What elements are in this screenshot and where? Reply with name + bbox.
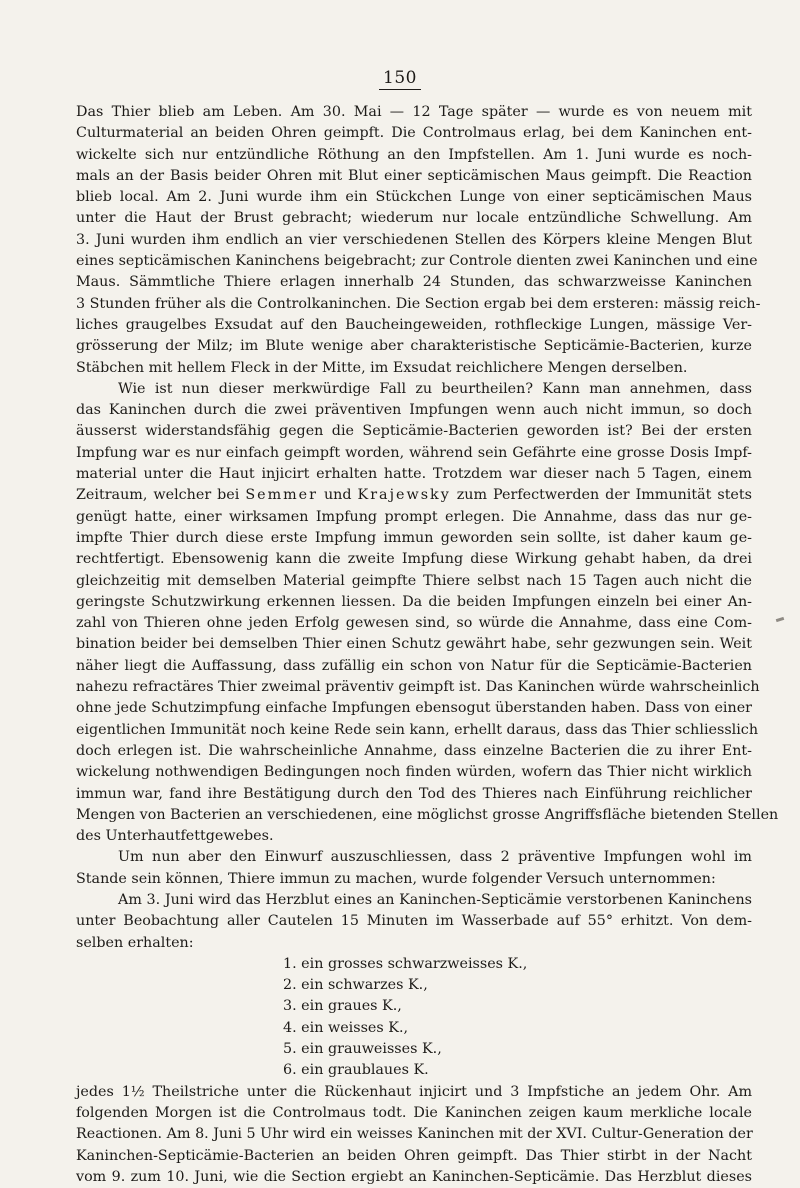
text-line: impfte Thier durch diese erste Impfung immun geworden sein sollte, ist daher kaum ge- <box>76 529 752 546</box>
list-item: 6. ein graublaues K. <box>283 1062 429 1079</box>
rabbit-list <box>76 954 752 1082</box>
paragraph-5 <box>76 1082 752 1188</box>
list-item: 3. ein graues K., <box>283 998 402 1015</box>
text-line: immun war, fand ihre Bestätigung durch den Tod des Thieres nach Einführung reichlicher <box>76 785 752 802</box>
text-line: geringste Schutzwirkung erkennen liessen. Da die beiden Impfungen einzeln bei einer An- <box>76 593 752 610</box>
paragraph-1 <box>76 102 761 379</box>
text-line: vom 9. zum 10. Juni, wie die Section ergiebt an Kaninchen-Septicämie. Das Herzblut dieses <box>76 1168 752 1185</box>
text-line: wickelung nothwendigen Bedingungen noch finden würden, wofern das Thier nicht wirklich <box>76 764 752 781</box>
text-line: zahl von Thieren ohne jeden Erfolg gewesen sind, so würde die Annahme, dass eine Com- <box>76 615 752 632</box>
text-line: liches graugelbes Exsudat auf den Baucheingeweiden, rothfleckige Lungen, mässige Ver- <box>76 316 752 333</box>
paragraph-4 <box>76 890 752 954</box>
text-line: gleichzeitig mit demselben Material geimpfte Thiere selbst nach 15 Tagen auch nicht die <box>76 572 752 589</box>
text-line: Stande sein können, Thiere immun zu machen, wurde folgender Versuch unternommen: <box>76 870 716 887</box>
text-line: Am 3. Juni wird das Herzblut eines an Kaninchen-Septicämie verstorbenen Kaninchens <box>118 891 752 908</box>
paragraph-3 <box>76 847 752 890</box>
text-line: Maus. Sämmtliche Thiere erlagen innerhalb 24 Stunden, das schwarzweisse Kaninchen <box>76 274 752 291</box>
text-line: näher liegt die Auffassung, dass zufällig ein schon von Natur für die Septicämie-Bacterien <box>76 657 752 674</box>
text-line: Impfung war es nur einfach geimpft worden, während sein Gefährte eine grosse Dosis Impf- <box>76 444 752 461</box>
text-line: Culturmaterial an beiden Ohren geimpft. Die Controlmaus erlag, bei dem Kaninchen ent- <box>76 125 752 142</box>
text-line: Stäbchen mit hellem Fleck in der Mitte, im Exsudat reichlichere Mengen derselben. <box>76 359 688 376</box>
text-line: wickelte sich nur entzündliche Röthung an den Impfstellen. Am 1. Juni wurde es noch- <box>76 146 752 163</box>
paragraph-2 <box>76 379 779 848</box>
list-item: 4. ein weisses K., <box>283 1019 409 1036</box>
text-line: das Kaninchen durch die zwei präventiven Impfungen wenn auch nicht immun, so doch <box>76 402 752 419</box>
text-line: grösserung der Milz; im Blute wenige aber charakteristische Septicämie-Bacterien, kurze <box>76 338 752 355</box>
text-line: unter Beobachtung aller Cautelen 15 Minuten im Wasserbade auf 55° erhitzt. Von dem- <box>76 913 752 930</box>
text-line: Kaninchen-Septicämie-Bacterien an beiden Ohren geimpft. Das Thier stirbt in der Nacht <box>76 1147 752 1164</box>
text-line: unter die Haut der Brust gebracht; wiederum nur locale entzündliche Schwellung. Am <box>76 210 752 227</box>
list-item: 2. ein schwarzes K., <box>283 977 428 994</box>
text-line: Wie ist nun dieser merkwürdige Fall zu beurtheilen? Kann man annehmen, dass <box>118 380 752 397</box>
list-item: 1. ein grosses schwarzweisses K., <box>283 955 528 972</box>
text-line: folgenden Morgen ist die Controlmaus todt. Die Kaninchen zeigen kaum merkliche locale <box>76 1104 752 1121</box>
author-name: Krajewsky <box>357 487 451 504</box>
text-line: mals an der Basis beider Ohren mit Blut einer septicämischen Maus geimpft. Die Reaction <box>76 167 752 184</box>
text-line: Das Thier blieb am Leben. Am 30. Mai — 12 Tage später — wurde es von neuem mit <box>76 104 752 120</box>
text-line: genügt hatte, einer wirksamen Impfung prompt erlegen. Die Annahme, dass das nur ge- <box>76 508 752 525</box>
text-line: jedes 1½ Theilstriche unter die Rückenhaut injicirt und 3 Impfstiche an jedem Ohr. Am <box>76 1083 752 1100</box>
text-line: Zeitraum, welcher bei Semmer und Krajewsky zum Perfectwerden der Immunität stets <box>76 487 752 504</box>
text-line: 3 Stunden früher als die Controlkaninchen. Die Section ergab bei dem ersteren: mässig reich- <box>76 295 761 312</box>
list-item: 5. ein grauweisses K., <box>283 1041 442 1058</box>
text-line: eigentlichen Immunität noch keine Rede sein kann, erhellt daraus, dass das Thier schliesslich <box>76 721 759 738</box>
text-line: eines septicämischen Kaninchens beigebracht; zur Controle dienten zwei Kaninchen und eine <box>76 253 758 270</box>
text-line: äusserst widerstandsfähig gegen die Septicämie-Bacterien geworden ist? Bei der ersten <box>76 423 752 440</box>
text-line: Mengen von Bacterien an verschiedenen, eine möglichst grosse Angriffsfläche bietenden Stellen <box>76 806 779 823</box>
text-line: blieb local. Am 2. Juni wurde ihm ein Stückchen Lunge von einer septicämischen Maus <box>76 189 752 206</box>
page-number: 150 <box>0 68 800 90</box>
author-name: Semmer <box>245 487 318 504</box>
text-line: des Unterhautfettgewebes. <box>76 828 274 845</box>
text-line: rechtfertigt. Ebensowenig kann die zweite Impfung diese Wirkung gehabt haben, da drei <box>76 551 752 568</box>
text-line: Um nun aber den Einwurf auszuschliessen, dass 2 präventive Impfungen wohl im <box>118 849 752 866</box>
margin-mark <box>776 617 785 622</box>
text-line: Reactionen. Am 8. Juni 5 Uhr wird ein weisses Kaninchen mit der XVI. Cultur-Generation der <box>76 1126 753 1143</box>
text-line: bination beider bei demselben Thier einen Schutz gewährt habe, sehr gezwungen sein. Weit <box>76 636 752 653</box>
text-line: ohne jede Schutzimpfung einfache Impfungen ebensogut überstanden haben. Dass von einer <box>76 700 752 717</box>
text-line: nahezu refractäres Thier zweimal präventiv geimpft ist. Das Kaninchen würde wahrscheinlich <box>76 679 760 696</box>
text-line: selben erhalten: <box>76 934 194 951</box>
text-line: doch erlegen ist. Die wahrscheinliche Annahme, dass einzelne Bacterien die zu ihrer Ent- <box>76 742 752 759</box>
text-line: material unter die Haut injicirt erhalten hatte. Trotzdem war dieser nach 5 Tagen, einem <box>76 466 752 483</box>
text-line: 3. Juni wurden ihm endlich an vier verschiedenen Stellen des Körpers kleine Mengen Blut <box>76 231 752 248</box>
body-text <box>76 102 779 1188</box>
